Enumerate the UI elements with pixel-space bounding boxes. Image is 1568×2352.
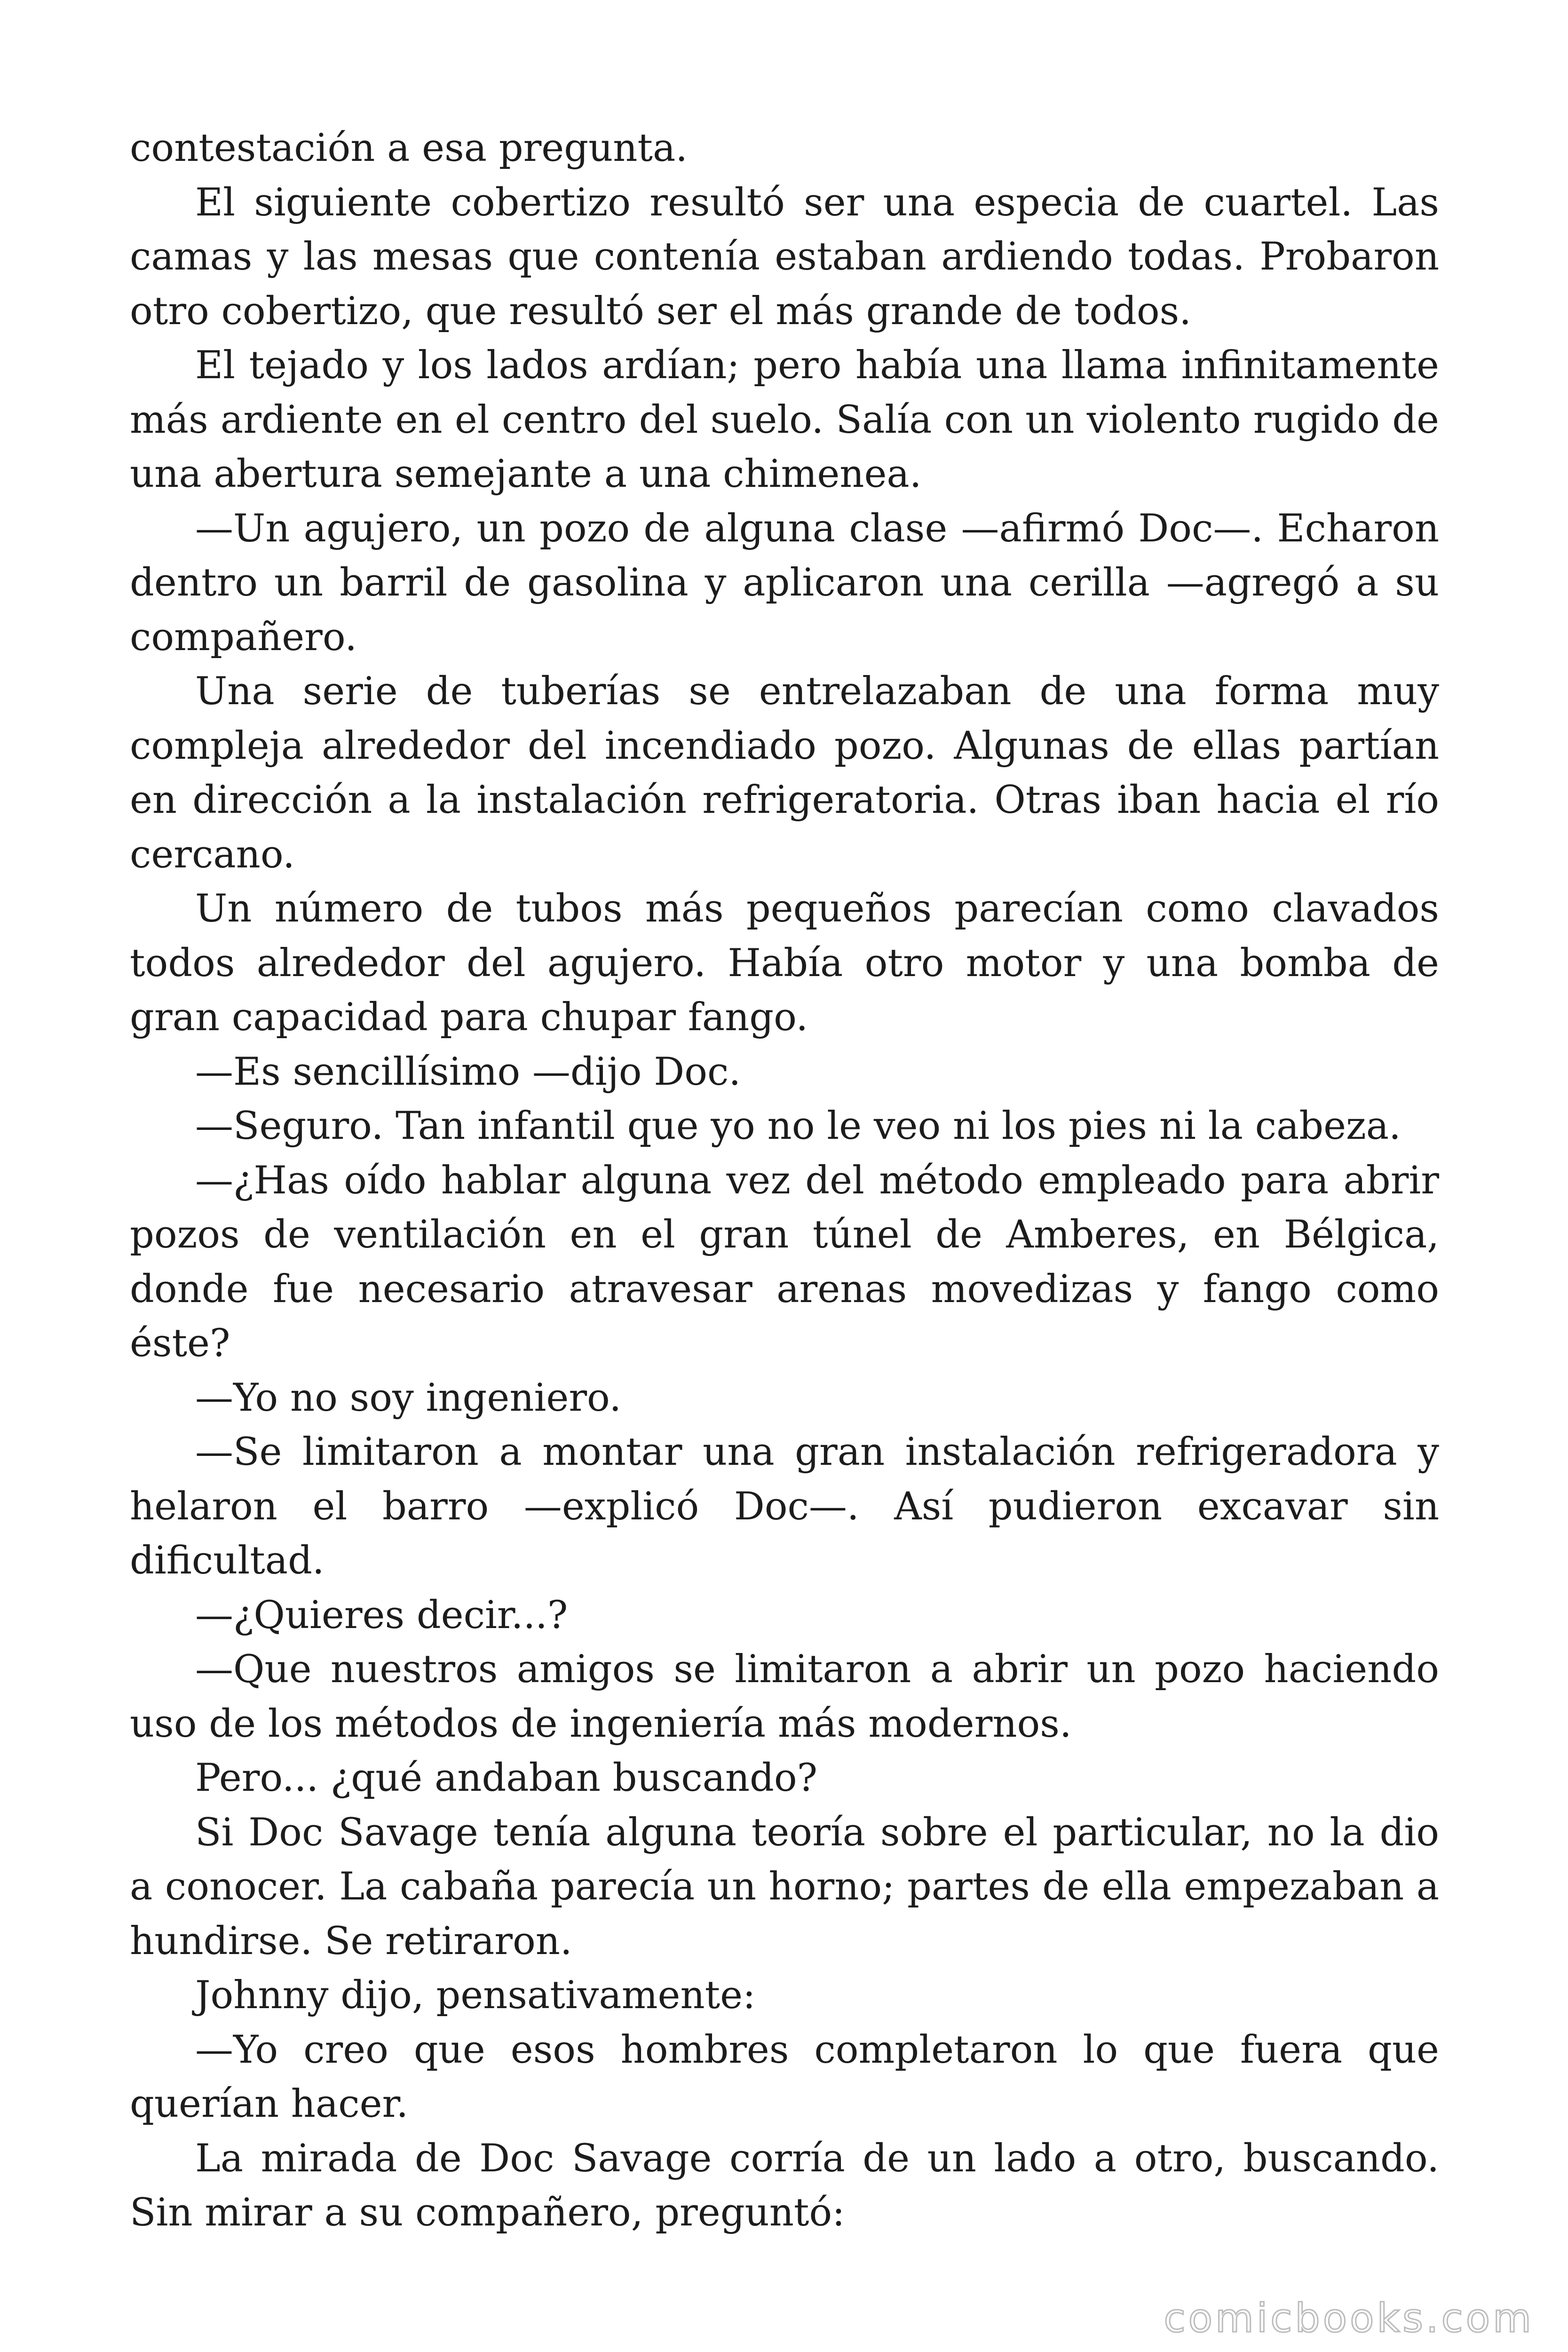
paragraph: —Un agujero, un pozo de alguna clase —afirmó Doc—. Echaron dentro un barril de gasolina y aplicaron una cerilla —agregó a su compañero. xyxy=(130,506,1439,660)
paragraph: Johnny dijo, pensativamente: xyxy=(195,1973,756,2018)
paragraph: —Yo no soy ingeniero. xyxy=(195,1375,622,1420)
paragraph: —¿Has oído hablar alguna vez del método empleado para abrir pozos de ventilación en el gran túnel de Amberes, en Bélgica, donde fue necesario atravesar arenas movedizas y fango como éste? xyxy=(130,1158,1439,1366)
paragraph: —Se limitaron a montar una gran instalación refrigeradora y helaron el barro —explicó Doc—. Así pudieron excavar sin dificultad. xyxy=(130,1430,1439,1583)
paragraph: Si Doc Savage tenía alguna teoría sobre el particular, no la dio a conocer. La cabaña parecía un horno; partes de ella empezaban a hundirse. Se retiraron. xyxy=(130,1810,1439,1963)
paragraph: —Que nuestros amigos se limitaron a abrir un pozo haciendo uso de los métodos de ingeniería más modernos. xyxy=(130,1647,1439,1746)
paragraph: Pero... ¿qué andaban buscando? xyxy=(195,1756,818,1800)
paragraph: —Seguro. Tan infantil que yo no le veo ni los pies ni la cabeza. xyxy=(195,1104,1401,1148)
watermark: comicbooks.com xyxy=(1164,2295,1534,2341)
paragraph: Un número de tubos más pequeños parecían como clavados todos alrededor del agujero. Había otro motor y una bomba de gran capacidad para chupar fango. xyxy=(130,887,1439,1040)
paragraph: Una serie de tuberías se entrelazaban de una forma muy compleja alrededor del incendiado pozo. Algunas de ellas partían en dirección a la instalación refrigeratoria. Otras iban hacia el río cercano. xyxy=(130,669,1439,877)
paragraph: —Yo creo que esos hombres completaron lo que fuera que querían hacer. xyxy=(130,2027,1439,2126)
paragraph: —¿Quieres decir...? xyxy=(195,1593,568,1637)
paragraph: El tejado y los lados ardían; pero había una llama infinitamente más ardiente en el centro del suelo. Salía con un violento rugido de una abertura semejante a una chimenea. xyxy=(130,343,1439,496)
body-text xyxy=(130,121,1439,2241)
paragraph: contestación a esa pregunta. xyxy=(130,126,688,170)
paragraph: El siguiente cobertizo resultó ser una especia de cuartel. Las camas y las mesas que contenía estaban ardiendo todas. Probaron otro cobertizo, que resultó ser el más grande de todos. xyxy=(130,180,1439,334)
paragraph: La mirada de Doc Savage corría de un lado a otro, buscando. Sin mirar a su compañero, preguntó: xyxy=(130,2136,1439,2235)
paragraph: —Es sencillísimo —dijo Doc. xyxy=(195,1049,741,1094)
